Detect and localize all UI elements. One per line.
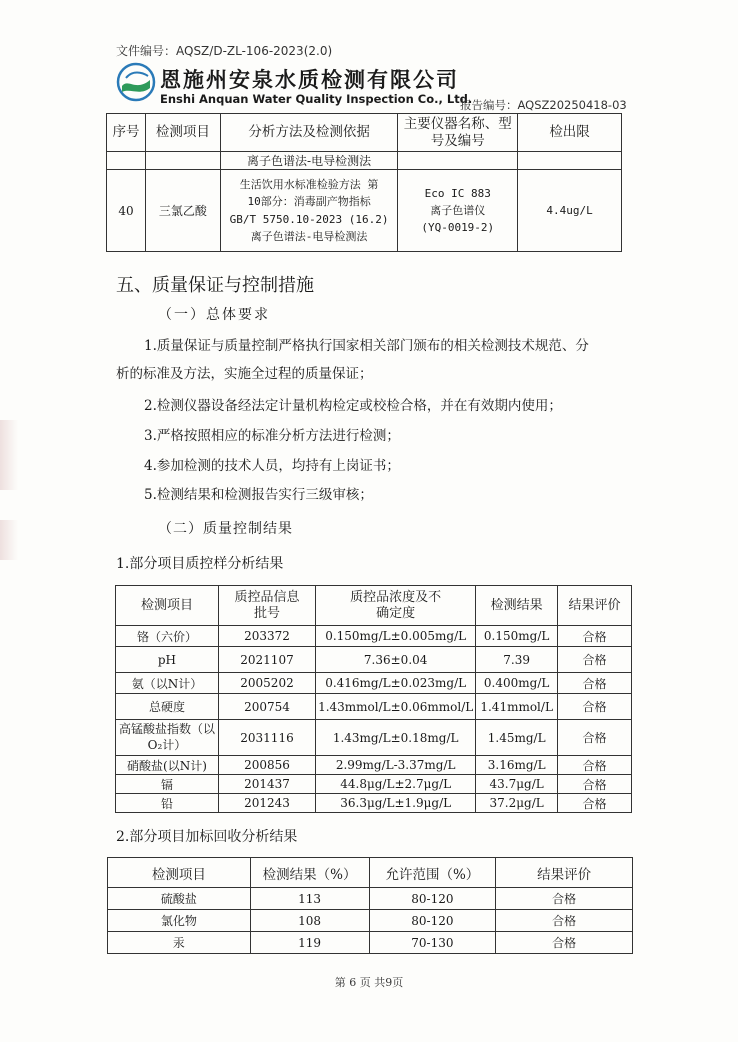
table-header-row (108, 858, 633, 888)
header-cell: 质控品信息批号 (218, 586, 315, 626)
header-cell: 检测结果 (476, 586, 558, 626)
header-cell: 主要仪器名称、型号及编号 (398, 114, 518, 152)
paragraph: 5.检测结果和检测报告实行三级审核； (144, 487, 373, 503)
paragraph: 析的标准及方法，实施全过程的质量保证； (116, 366, 373, 382)
header-cell: 结果评价 (558, 586, 632, 626)
table-row (107, 152, 622, 170)
header-cell: 分析方法及检测依据 (220, 114, 398, 152)
company-name-en: Enshi Anquan Water Quality Inspection Co., Ltd. (160, 92, 473, 106)
paragraph: 1.质量保证与质量控制严格执行国家相关部门颁布的相关检测技术规范、分 (144, 338, 589, 354)
header-cell: 检出限 (518, 114, 622, 152)
subsection-title: （二）质量控制结果 (158, 521, 293, 537)
table-header-row (107, 114, 622, 152)
table-row: 硫酸盐 113 80-120 合格 (108, 888, 633, 910)
instrument-cell: Eco IC 883 离子色谱仪 (YQ-0019-2) (398, 170, 518, 252)
company-logo-icon (116, 62, 156, 102)
spike-recovery-table (107, 857, 633, 954)
table-row: pH 2021107 7.36±0.04 7.39 合格 (116, 647, 632, 673)
company-name-cn: 恩施州安泉水质检测有限公司 (160, 67, 459, 92)
table-row: 氯化物 108 80-120 合格 (108, 910, 633, 932)
test-item: 三氯乙酸 (145, 170, 220, 252)
section-title: 五、质量保证与控制措施 (116, 275, 314, 296)
table-header-row (116, 586, 632, 626)
header-cell: 质控品浓度及不确定度 (316, 586, 476, 626)
detection-limit: 4.4ug/L (518, 170, 622, 252)
table-row: 高锰酸盐指数（以O₂计） 2031116 1.43mg/L±0.18mg/L 1.45mg/L 合格 (116, 720, 632, 756)
header-cell: 检测项目 (108, 858, 251, 888)
paragraph: 2.检测仪器设备经法定计量机构检定或校检合格，并在有效期内使用； (144, 398, 562, 414)
table-row: 镉 201437 44.8μg/L±2.7μg/L 43.7μg/L 合格 (116, 775, 632, 794)
header-cell: 结果评价 (496, 858, 633, 888)
table-title: 2.部分项目加标回收分析结果 (116, 829, 298, 845)
subsection-title: （一）总体要求 (158, 307, 270, 323)
table-row: 铬（六价） 203372 0.150mg/L±0.005mg/L 0.150mg/L 合格 (116, 626, 632, 647)
table-title: 1.部分项目质控样分析结果 (116, 556, 284, 572)
method-cell: 生活饮用水标准检验方法 第 10部分：消毒副产物指标 GB/T 5750.10-2023 (16.2) 离子色谱法-电导检测法 (220, 170, 398, 252)
paragraph: 3.严格按照相应的标准分析方法进行检测； (144, 428, 400, 444)
page-number: 第 6 页 共9页 (334, 976, 404, 989)
table-row: 氨（以N计） 2005202 0.416mg/L±0.023mg/L 0.400mg/L 合格 (116, 673, 632, 694)
header-cell: 检测项目 (145, 114, 220, 152)
report-number: 报告编号：AQSZ20250418-03 (460, 98, 627, 112)
table-row (107, 170, 622, 252)
row-number: 40 (107, 170, 146, 252)
header-cell: 允许范围（%） (369, 858, 496, 888)
table-row: 硝酸盐(以N计) 200856 2.99mg/L-3.37mg/L 3.16mg/L 合格 (116, 756, 632, 775)
paragraph: 4.参加检测的技术人员，均持有上岗证书； (144, 458, 400, 474)
header-cell: 检测结果（%） (250, 858, 369, 888)
document-number: 文件编号：AQSZ/D-ZL-106-2023(2.0) (116, 44, 333, 58)
table-row: 铅 201243 36.3μg/L±1.9μg/L 37.2μg/L 合格 (116, 794, 632, 813)
header-cell: 序号 (107, 114, 146, 152)
page-edge-stamp (0, 420, 18, 490)
header-cell: 检测项目 (116, 586, 219, 626)
method-table (106, 113, 622, 252)
method-cell: 离子色谱法-电导检测法 (220, 152, 398, 170)
page-edge-stamp (0, 520, 18, 560)
table-row: 汞 119 70-130 合格 (108, 932, 633, 954)
qc-sample-table (115, 585, 632, 813)
table-row: 总硬度 200754 1.43mmol/L±0.06mmol/L 1.41mmol/L 合格 (116, 694, 632, 720)
